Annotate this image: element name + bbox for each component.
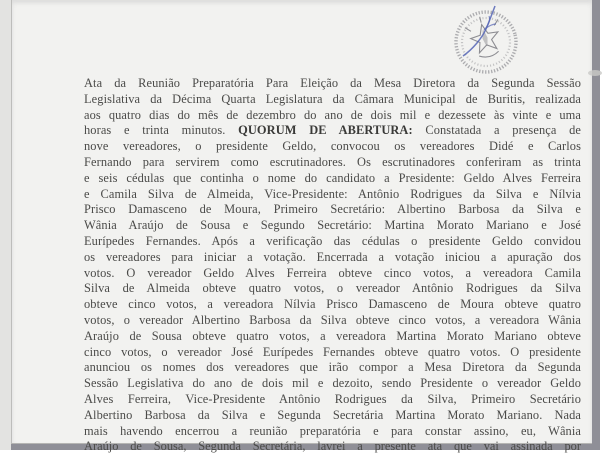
text-line: Araújo de Sousa obteve quatro votos, a vereadora Martina Morato Mariano obteve [84,328,581,343]
scan-smudge [588,70,602,76]
cut-off-text-line: Araújo de Sousa, Segunda Secretária, lavrei a presente ata que vai assinada por [84,439,581,453]
text-line: aos quatro dias do mês de dezembro do ano de dois mil e dezessete às vinte e uma [84,107,581,122]
scan-border-left [0,0,11,450]
text-line: os vereadores para iniciar a votação. Encerrada a votação iniciou a apuração dos [84,249,581,264]
text-line: Alves Ferreira, Vice-Presidente Antônio Rodrigues da Silva, Primeiro Secretário [84,391,581,406]
document-page [11,0,592,453]
text-line: Fernando para servirem como escrutinadores. Os escrutinadores conferiram as trinta [84,154,581,169]
text-line: e Camila Silva de Almeida, Vice-Presidente: Antônio Rodrigues da Silva e Nílvia [84,186,581,201]
text-line: Wânia Araújo de Sousa e Segundo Secretário: Martina Morato Mariano e José [84,218,581,233]
minutes-body-text [84,76,581,439]
text-line: horas e trinta minutos. QUORUM DE ABERTURA: Constatada a presença de [84,123,581,138]
text-line: Sessão Legislativa do ano de dois mil e dezoito, sendo Presidente o vereador Geldo [84,376,581,391]
text-line: Ata da Reunião Preparatória Para Eleição da Mesa Diretora da Segunda Sessão [84,76,581,90]
text-line: votos. O vereador Geldo Alves Ferreira obteve cinco votos, a vereadora Camila [84,265,581,280]
signature-ink-stroke-2 [484,16,496,30]
text-line: Albertino Barbosa da Silva e Segunda Secretária Martina Morato Mariano. Nada [84,407,581,422]
text-line: votos, o vereador Albertino Barbosa da Silva obteve cinco votos, a vereadora Wânia [84,312,581,327]
text-line: mais havendo encerrou a reunião preparatória e para constar assino, eu, Wânia [84,423,581,438]
text-line: Prisco Damasceno de Moura, Primeiro Secretário: Albertino Barbosa da Silva e [84,202,581,217]
text-line: cinco votos, o vereador José Eurípedes Fernandes obteve quatro votos. O presidente [84,344,581,359]
official-seal-stamp [445,2,527,82]
text-line: nove vereadores, o presidente Geldo, convocou os vereadores Didé e Carlos [84,139,581,154]
text-line: Eurípedes Fernandes. Após a verificação das cédulas o presidente Geldo convidou [84,233,581,248]
text-line: Legislativa da Décima Quarta Legislatura da Câmara Municipal de Buritis, realizada [84,91,581,106]
text-line: anunciou os nomes dos vereadores que irão compor a Mesa Diretora da Segunda [84,360,581,375]
seal-crest-emblem [463,13,506,61]
text-line: Silva de Almeida obteve quatro votos, o vereador Antônio Rodrigues da Silva [84,281,581,296]
text-line: e seis cédulas que continha o nome do candidato a Presidente: Geldo Alves Ferreira [84,170,581,185]
text-line: obteve cinco votos, a vereadora Nílvia Prisco Damasceno de Moura obteve quatro [84,297,581,312]
